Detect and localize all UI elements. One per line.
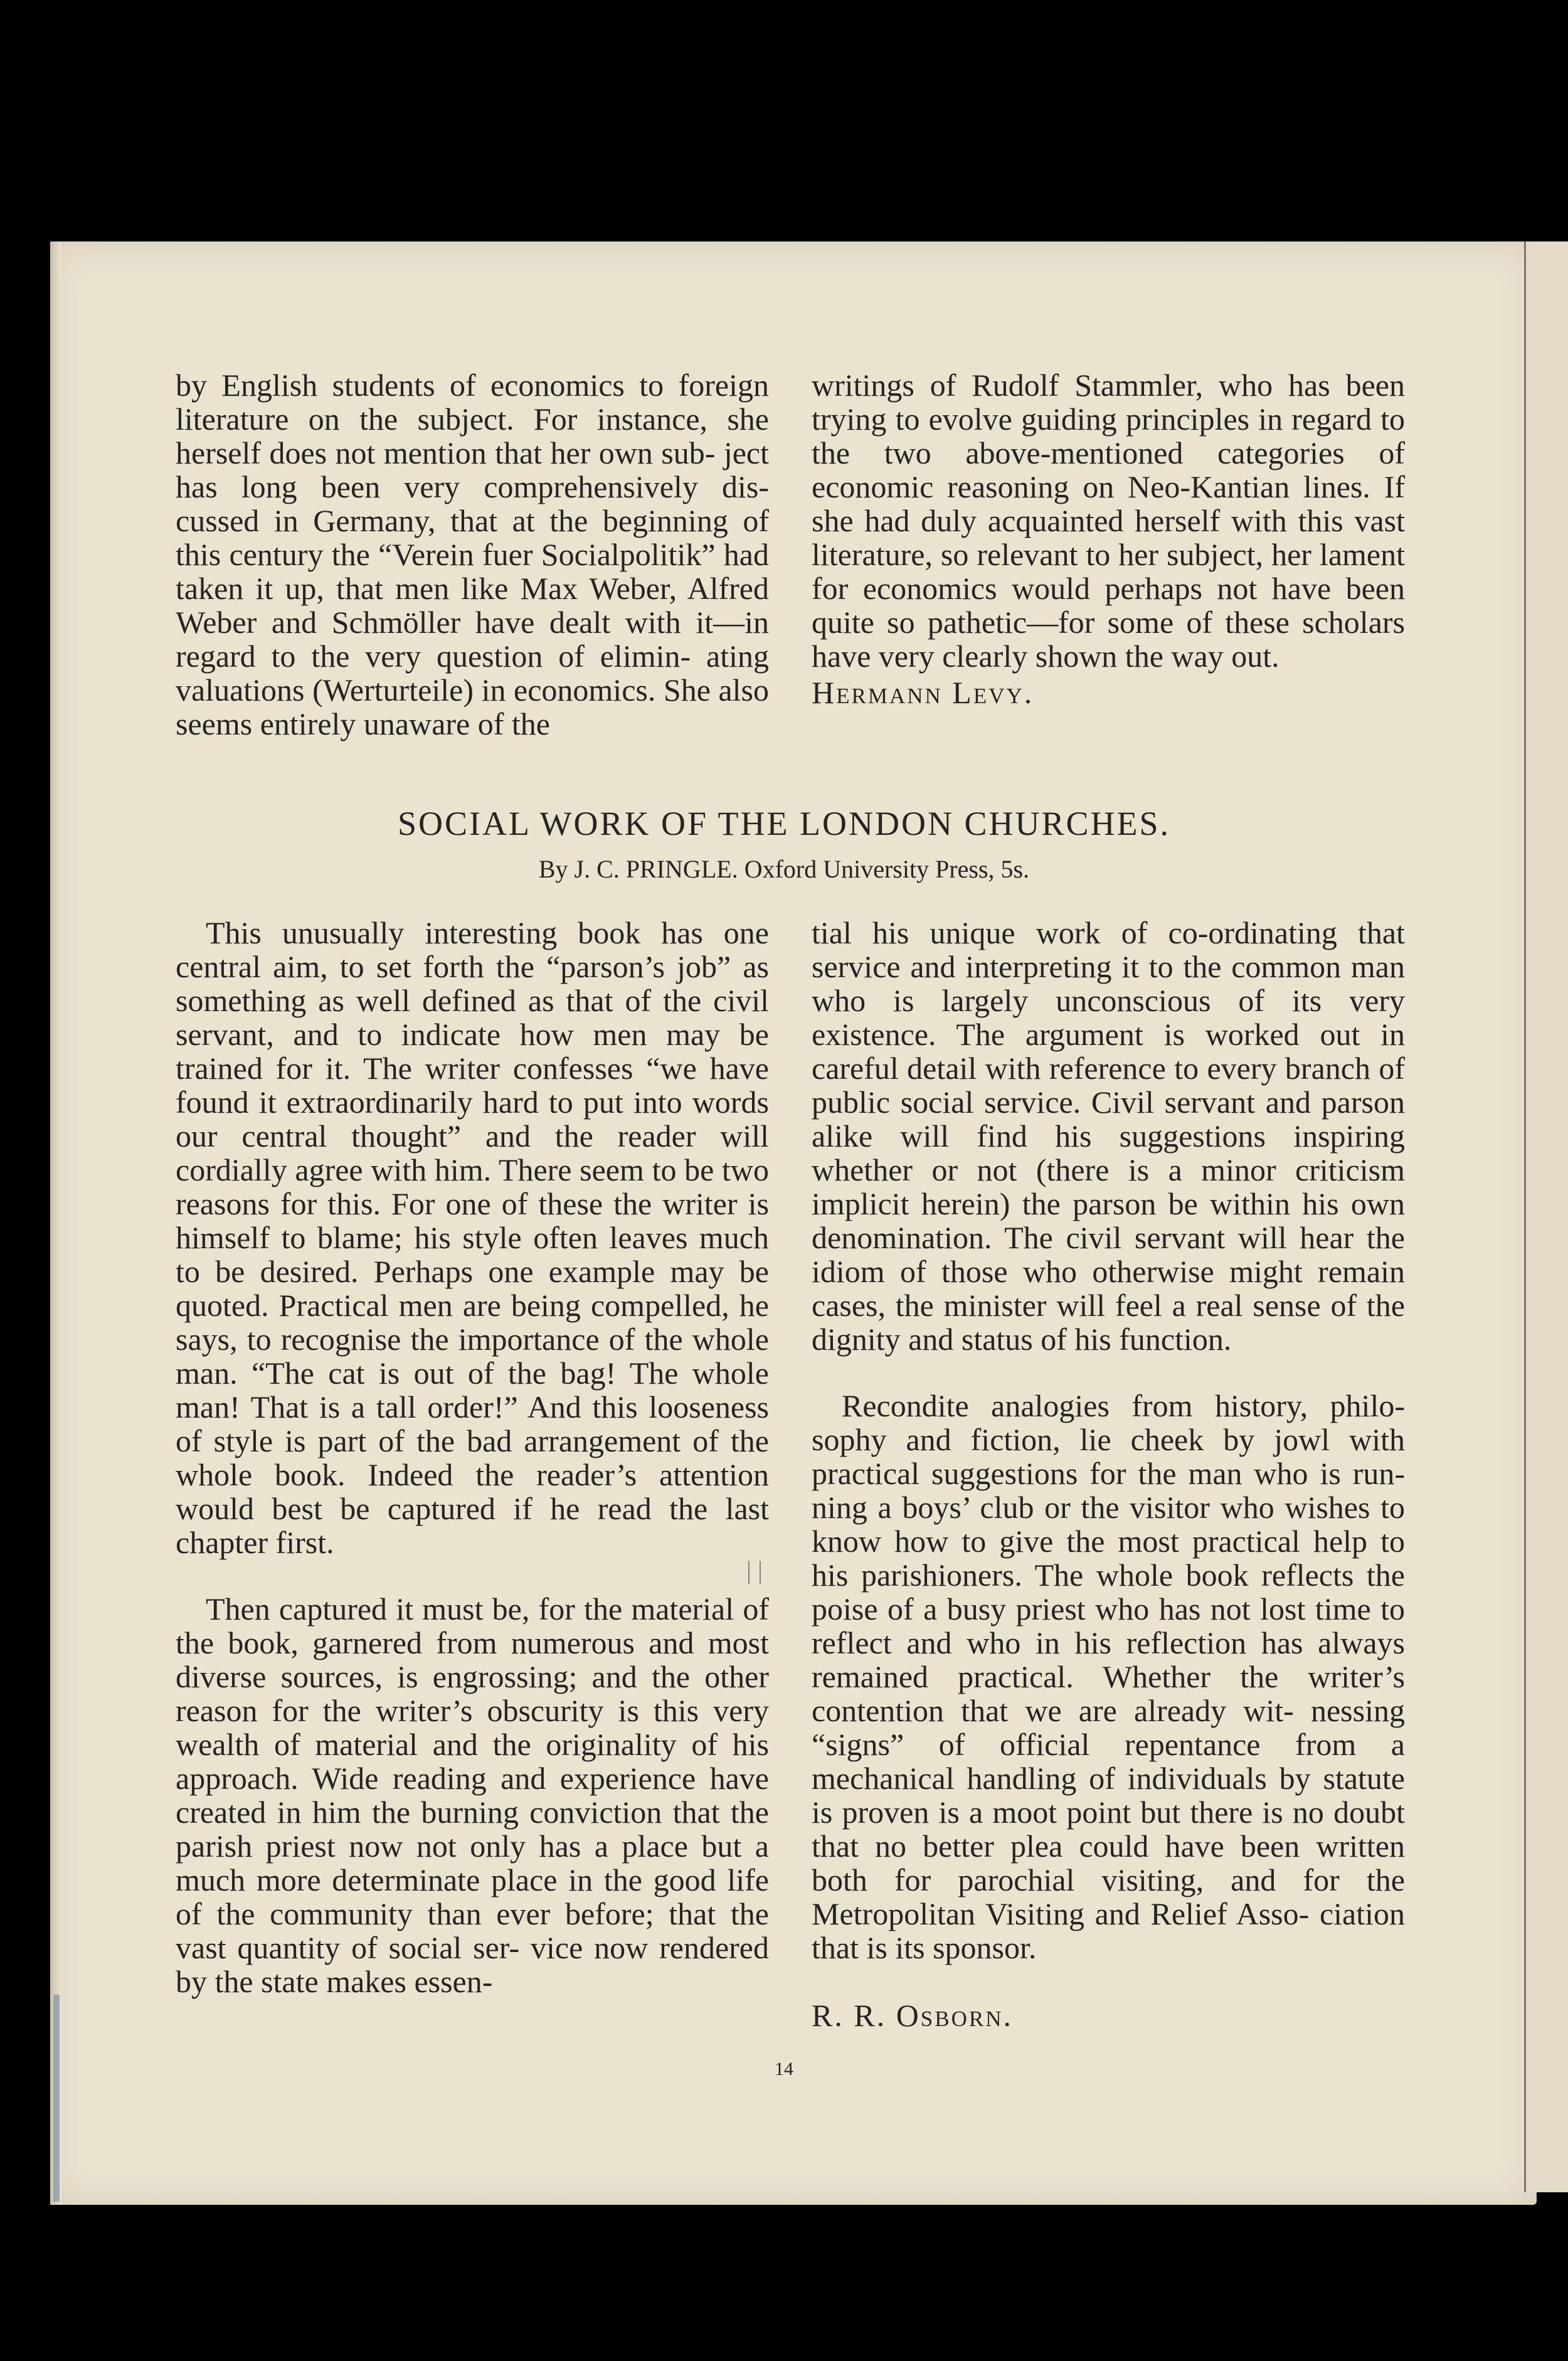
page-number: 14 <box>775 2059 793 2079</box>
cover-edge <box>53 1995 60 2202</box>
review-paragraph-4: Recondite analogies from history, philo- sophy and fiction, lie cheek by jowl with practical suggestions for the man who is run- ning a boys’ club or the visitor who wishes to know how to give the most practical help to his parishioners. The whole book reflects the poise of a busy priest who has not lost time to reflect and who in his reflection has always remained practical. Whether the writer’s contention that we are already wit- nessing “signs” of official repentance from a mechanical handling of individuals by statute is proven is a moot point but there is no doubt that no better plea could have been written both for parochial visiting, and for the Metropolitan Visiting and Relief Asso- ciation that is its sponsor. <box>812 1388 1405 1965</box>
review-left-column <box>176 916 769 1998</box>
review-paragraph-1: This unusually interesting book has one central aim, to set forth the “parson’s job” as something as well defined as that of the civil servant, and to indicate how men may be trained for it. The writer confesses “we have found it extraordinarily hard to put into words our central thought” and the reader will cordially agree with him. There seem to be two reasons for this. For one of these the writer is himself to blame; his style often leaves much to be desired. Perhaps one example may be quoted. Practical men are being compelled, he says, to recognise the importance of the whole man. “The cat is out of the bag! The whole man! That is a tall order!” And this looseness of style is part of the bad arrangement of the whole book. Indeed the reader’s attention would best be captured if he read the last chapter first. <box>176 915 769 1560</box>
top-right-column <box>812 368 1405 709</box>
review-paragraph-2: Then captured it must be, for the material of the book, garnered from numerous and most diverse sources, is engrossing; and the other reason for the writer’s obscurity is this very wealth of material and the originality of his approach. Wide reading and experience have created in him the burning conviction that the parish priest now not only has a place but a much more determinate place in the good life of the community than ever before; that the vast quantity of social ser- vice now rendered by the state makes essen- <box>176 1591 769 1999</box>
review-right-column <box>812 916 1405 2032</box>
review-paragraph-3: tial his unique work of co-ordinating that service and interpreting it to the common man who is largely unconscious of its very existence. The argument is worked out in careful detail with reference to every branch of public social service. Civil servant and parson alike will find his suggestions inspiring whether or not (there is a minor criticism implicit herein) the parson be within his own denomination. The civil servant will hear the idiom of those who otherwise might remain cases, the minister will feel a real sense of the dignity and status of his function. <box>812 915 1405 1357</box>
facing-page-edge <box>1524 241 1568 2192</box>
review-byline: By J. C. PRINGLE. Oxford University Press, 5s. <box>538 855 1030 883</box>
signature-osborn: R. R. Osborn. <box>812 1998 1014 2033</box>
top-right-paragraph: writings of Rudolf Stammler, who has been trying to evolve guiding principles in regard to the two above-mentioned categories of economic reasoning on Neo-Kantian lines. If she had duly acquainted herself with this vast literature, so relevant to her subject, her lament for economics would perhaps not have been quite so pathetic—for some of these scholars have very clearly shown the way out. <box>812 368 1405 674</box>
review-title: SOCIAL WORK OF THE LONDON CHURCHES. <box>397 805 1171 842</box>
signature-levy: Hermann Levy. <box>812 675 1034 710</box>
page-binding-shadow <box>50 241 61 2205</box>
top-left-column <box>176 368 769 741</box>
pencil-mark: | | <box>746 1556 763 1584</box>
top-left-paragraph: by English students of economics to foreign literature on the subject. For instance, she herself does not mention that her own sub- ject has long been very comprehensively dis- cussed in Germany, that at the beginning of this century the “Verein fuer Socialpolitik” had taken it up, that men like Max Weber, Alfred Weber and Schmöller have dealt with it—in regard to the very question of elimin- ating valuations (Werturteile) in economics. She also seems entirely unaware of the <box>176 368 769 741</box>
